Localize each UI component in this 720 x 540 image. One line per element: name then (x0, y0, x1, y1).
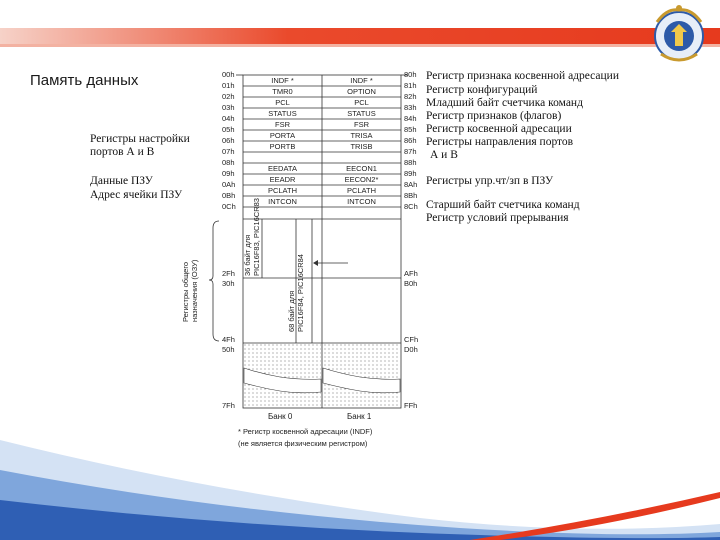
mm-address: 84h (404, 114, 417, 123)
mm-bank0-cell: EEADR (269, 175, 296, 184)
mm-address: 01h (222, 81, 235, 90)
mm-bank0-cell: TMR0 (272, 87, 293, 96)
gpr-label (181, 260, 199, 322)
mm-bank1-header: INDF * (350, 76, 373, 85)
description-eecon: Регистры упр.чт/зп в ПЗУ (426, 175, 554, 187)
mm-bank1-cell: EECON2* (344, 175, 379, 184)
mm-bank0-cell: INTCON (268, 197, 297, 206)
mm-address: 88h (404, 158, 417, 167)
description-intcon: Регистр условий прерывания (426, 212, 569, 224)
mm-bank0-cell: EEDATA (268, 164, 297, 173)
mm-bank1-cell: INTCON (347, 197, 376, 206)
description-fsr: Регистр косвенной адресации (426, 123, 572, 135)
mm-bank1-cell: PCL (354, 98, 369, 107)
mm-address: AFh (404, 269, 418, 278)
description-option: Регистр конфигураций (426, 84, 538, 96)
bytes-36-label (243, 198, 261, 276)
description-rom-data: Данные ПЗУ (90, 175, 153, 187)
bytes-68-label-line2: PIC16F84, PIC16CR84 (296, 254, 305, 332)
mm-address: 0Bh (222, 191, 236, 200)
mm-address: 4Fh (222, 335, 235, 344)
footnote-line2: (не является физическим регистром) (238, 439, 368, 448)
mm-address: B0h (404, 279, 418, 288)
mm-bank1-cell: OPTION (347, 87, 376, 96)
mm-bank0-cell: STATUS (268, 109, 297, 118)
mm-address: 8Ah (404, 180, 418, 189)
mm-address: 00h (222, 70, 235, 79)
footnote-line1: * Регистр косвенной адресации (INDF) (238, 427, 373, 436)
mm-address: 2Fh (222, 269, 235, 278)
gpr-label-line1: Регистры общего (181, 261, 190, 322)
mm-bank0-header: INDF * (271, 76, 294, 85)
mm-address: 03h (222, 103, 235, 112)
mm-address: 0Ah (222, 180, 236, 189)
description-port-config-line1: Регистры настройки (90, 133, 190, 145)
mm-address: D0h (404, 345, 418, 354)
gpr-label-line2: назначения (ОЗУ) (190, 259, 199, 322)
mm-address: CFh (404, 335, 419, 344)
slide-title: Память данных (30, 72, 139, 89)
mm-address: 7Fh (222, 401, 235, 410)
mm-address: FFh (404, 401, 418, 410)
mm-bank1-cell: PCLATH (346, 186, 377, 195)
mm-address: 81h (404, 81, 417, 90)
mm-address: 06h (222, 136, 235, 145)
mm-address: 30h (222, 279, 235, 288)
mm-address: 80h (404, 70, 417, 79)
mm-bank0-cell: PORTA (269, 131, 296, 140)
mm-address: 85h (404, 125, 417, 134)
mm-address: 89h (404, 169, 417, 178)
mm-bank0-cell: FSR (275, 120, 290, 129)
mm-address: 08h (222, 158, 235, 167)
bank0-label: Банк 0 (268, 412, 293, 421)
bytes-68-label-line1: 68 байт для (287, 290, 296, 332)
mm-address: 86h (404, 136, 417, 145)
mm-bank0-cell: PCL (275, 98, 290, 107)
mm-bank1-cell: TRISB (350, 142, 373, 151)
description-pcl: Младший байт счетчика команд (426, 97, 583, 109)
mm-address: 83h (404, 103, 417, 112)
mm-address: 0Ch (222, 202, 236, 211)
mm-bank1-cell: TRISA (350, 131, 373, 140)
description-port-config-line2: портов А и В (90, 146, 155, 158)
mm-address: 50h (222, 345, 235, 354)
mm-address: 04h (222, 114, 235, 123)
bytes-36-label-line1: 36 байт для (243, 234, 252, 276)
mm-address: 05h (222, 125, 235, 134)
description-rom-address: Адрес ячейки ПЗУ (90, 189, 183, 201)
decorative-wave (0, 420, 720, 540)
mm-address: 82h (404, 92, 417, 101)
bank1-label: Банк 1 (347, 412, 372, 421)
mm-bank0-cell: PORTB (269, 142, 296, 151)
mm-bank1-cell: EECON1 (346, 164, 377, 173)
mm-address: 07h (222, 147, 235, 156)
description-tris-continued: А и В (430, 149, 458, 161)
mm-bank1-cell: STATUS (347, 109, 376, 118)
mm-bank1-cell: FSR (354, 120, 369, 129)
bytes-68-label (287, 254, 305, 332)
description-indf: Регистр признака косвенной адресации (426, 70, 619, 82)
mm-address: 87h (404, 147, 417, 156)
bytes-36-label-line2: PIC16F83, PIC16CR83 (252, 198, 261, 276)
mm-bank0-cell: PCLATH (267, 186, 298, 195)
description-pclath: Старший байт счетчика команд (426, 199, 580, 211)
mm-address: 09h (222, 169, 235, 178)
mm-address: 02h (222, 92, 235, 101)
description-status: Регистр признаков (флагов) (426, 110, 562, 122)
description-tris: Регистры направления портов (426, 136, 574, 148)
mm-address: 8Bh (404, 191, 418, 200)
mm-address: 8Ch (404, 202, 418, 211)
